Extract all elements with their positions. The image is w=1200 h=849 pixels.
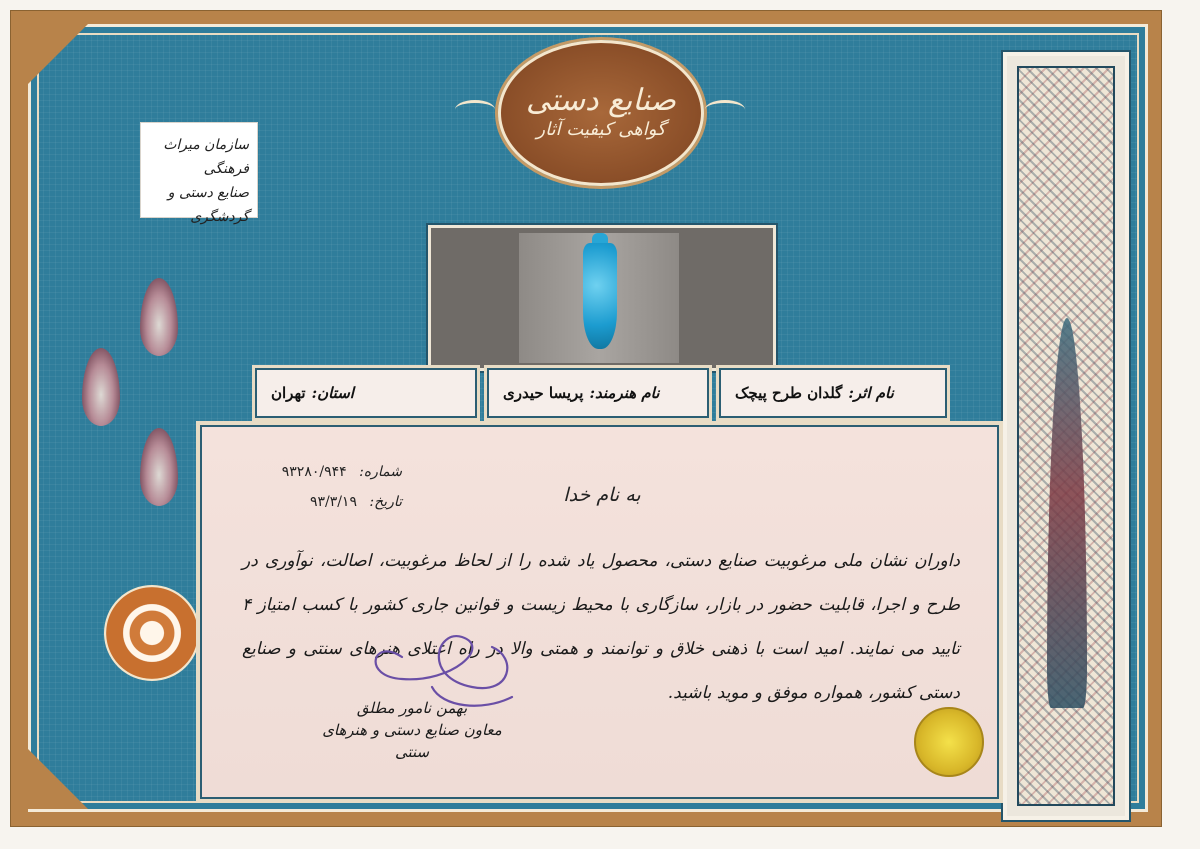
date-label: تاریخ: (369, 494, 402, 510)
gold-seal-stamp (914, 707, 984, 777)
cypress-tree-motif (1047, 318, 1087, 708)
artwork-label: نام اثر: (848, 384, 894, 402)
bismillah-heading: به نام خدا (563, 484, 641, 506)
province-value: تهران (271, 384, 306, 402)
reference-block (262, 457, 402, 517)
signatory-block (312, 697, 512, 763)
organization-logo (140, 122, 258, 225)
signatory-name: بهمن نامور مطلق (356, 699, 468, 717)
province-field (255, 368, 477, 418)
title-medallion (498, 40, 704, 186)
certificate-statement: داوران نشان ملی مرغوبیت صنایع دستی، محصول یاد شده را از لحاظ مرغوبیت، اصالت، نوآوری در طرح و اجرا، قابلیت حضور در بازار، سازگاری با محیط زیست و قوانین جاری کشور با کسب امتیاز ۴ تایید می نمایند. امید است با ذهنی خلاق و توانمند و همتی والا در راه اعتلای هنرهای سنتی و صنایع دستی کشور، همواره موفق و موید باشید. (242, 551, 960, 703)
artwork-photo-frame (428, 225, 776, 371)
number-value: ۹۳۲۸۰/۹۴۴ (281, 464, 347, 480)
artist-field (487, 368, 709, 418)
province-label: استان: (311, 384, 354, 402)
number-label: شماره: (359, 464, 402, 480)
date-value: ۹۳/۳/۱۹ (309, 494, 357, 510)
organization-name-line1: سازمان میراث فرهنگی (163, 137, 249, 177)
rosette-ornament (104, 585, 200, 681)
medallion-title: صنایع دستی (525, 83, 677, 118)
artist-value: پریسا حیدری (503, 384, 584, 402)
flourish-left (455, 100, 495, 119)
organization-name-line2: صنایع دستی و گردشگری (167, 185, 249, 225)
signatory-title: معاون صنایع دستی و هنرهای سنتی (322, 721, 502, 761)
certificate-body-panel (200, 425, 999, 799)
textile-pattern (1017, 66, 1115, 806)
artwork-photo (519, 233, 679, 363)
decorative-cypress-panel (1003, 52, 1129, 820)
medallion-subtitle: گواهی کیفیت آثار (536, 119, 666, 140)
artwork-name-field (719, 368, 947, 418)
turquoise-vase-image (583, 243, 617, 349)
artist-label: نام هنرمند: (589, 384, 660, 402)
artwork-value: گلدان طرح پیچک (735, 384, 843, 402)
flourish-right (705, 100, 745, 119)
